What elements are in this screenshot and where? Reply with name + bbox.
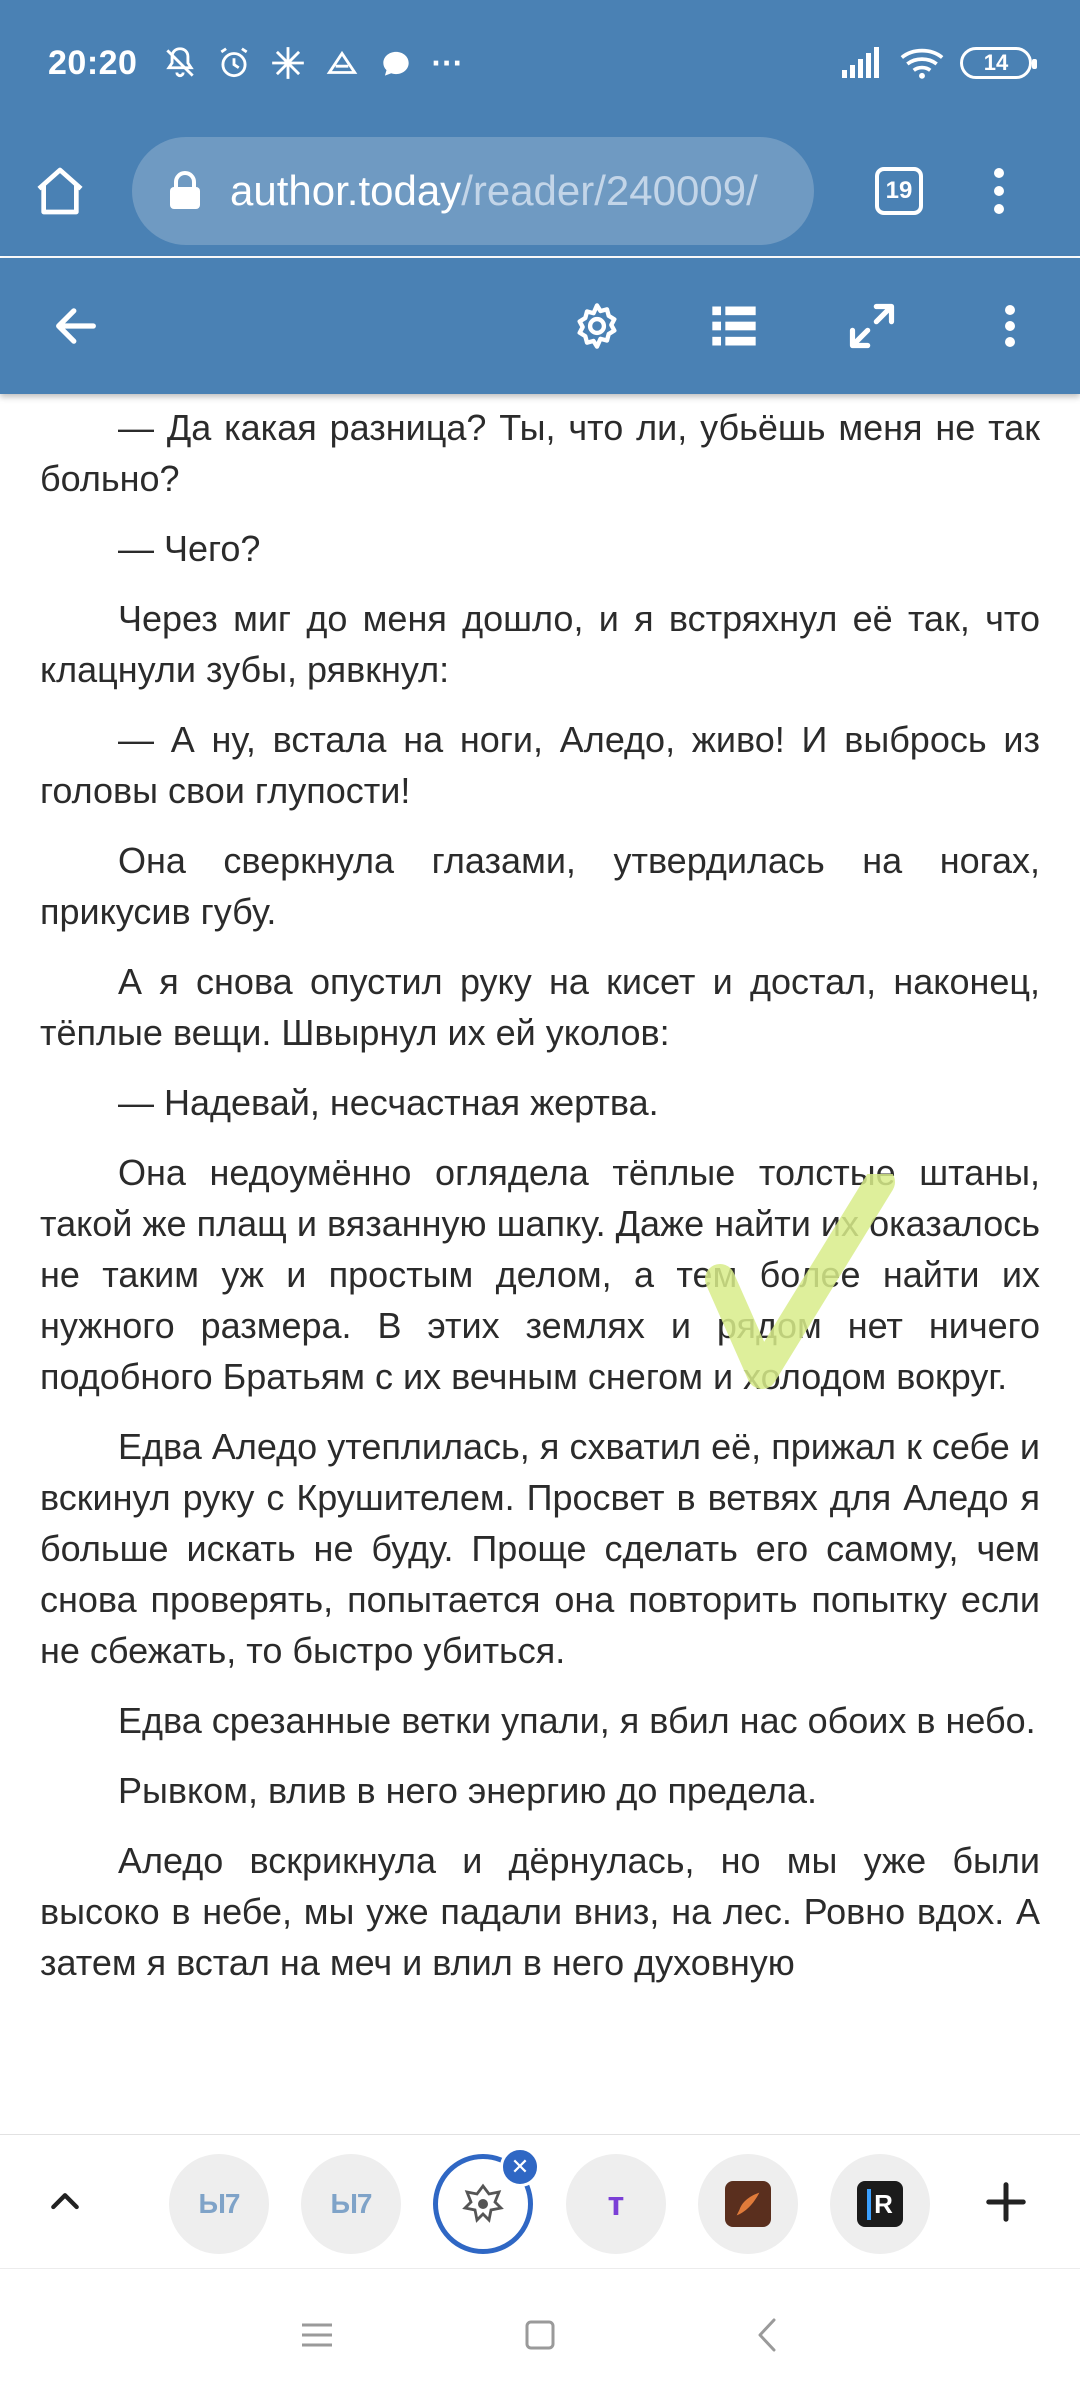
r-site-label: R [867,2189,893,2220]
b17-site-icon: Ы7 [198,2188,240,2219]
paragraph: Едва Аледо утеплилась, я схватил её, прижал к себе и вскинул руку с Крушителем. Просвет в ветвях для Аледо я больше искать не буду. Проще сделать его самому, чем снова проверять, попытается она повторить попытку если не сбежать, то быстро убиться. [40,1426,1040,1671]
battery-indicator [960,47,1032,79]
paragraph: Она сверкнула глазами, утвердилась на ногах, прикусив губу. [40,840,1040,932]
system-navigation-bar [0,2268,1080,2400]
status-time: 20:20 [48,43,138,82]
paragraph: Рывком, влив в него энергию до предела. [118,1770,818,1811]
tab-quill-site[interactable] [698,2154,798,2254]
home-button[interactable] [0,126,120,256]
close-icon: ✕ [510,2154,530,2179]
tab-r-site[interactable] [830,2154,930,2254]
fullscreen-icon [846,300,898,352]
paragraph: — Надевай, несчастная жертва. [118,1082,659,1123]
more-vert-icon [1003,303,1017,349]
reader-content[interactable] [0,394,1080,2134]
tab-t-site[interactable] [566,2154,666,2254]
signal-icon [840,46,884,80]
mute-bell-icon [161,44,199,82]
reader-menu-button[interactable] [960,258,1060,394]
app-notification-icon [323,44,361,82]
b17-site-icon: Ы7 [330,2188,372,2219]
more-notifications-icon: ··· [431,44,464,81]
r-site-icon [857,2181,903,2227]
url-path: /reader/240009/ [461,167,758,214]
tab-b17-1[interactable] [169,2154,269,2254]
alarm-icon [215,44,253,82]
reader-toolbar [0,258,1080,394]
paragraph: — А ну, встала на ноги, Аледо, живо! И выбрось из головы свои глупости! [40,719,1040,811]
plus-icon [983,2179,1029,2225]
paragraph: Аледо вскрикнула и дёрнулась, но мы уже были высоко в небе, мы уже падали вниз, на лес. Ровно вдох. А затем я встал на меч и влил в него духовную [40,1840,1040,1983]
tab-count: 19 [875,167,923,215]
square-icon [524,2319,556,2351]
tab-author-today-active[interactable] [433,2154,533,2254]
tab-b17-2[interactable] [301,2154,401,2254]
t-site-icon: т [607,2184,625,2223]
back-nav-button[interactable] [707,2269,827,2400]
crest-site-icon [459,2180,507,2228]
paragraph: — Чего? [118,528,261,569]
back-chevron-icon [755,2317,779,2353]
gear-icon [571,300,623,352]
contents-button[interactable] [684,258,784,394]
sparkle-icon [269,44,307,82]
home-icon [32,163,88,219]
status-notification-icons [161,44,463,82]
menu-lines-icon [300,2321,334,2349]
battery-level: 14 [983,50,1009,75]
paragraph: Едва срезанные ветки упали, я вбил нас обоих в небо. [118,1700,1036,1741]
lock-icon [168,171,202,211]
status-system-icons [840,46,1032,80]
more-vert-icon [991,166,1007,216]
arrow-back-icon [50,300,102,352]
paragraph: А я снова опустил руку на кисет и достал, наконец, тёплые вещи. Швырнул их ей уколов: [40,961,1040,1053]
browser-toolbar [0,126,1080,256]
close-tab-button[interactable] [500,2147,540,2187]
browser-tab-strip [0,2134,1080,2268]
recent-apps-button[interactable] [257,2269,377,2400]
wifi-icon [900,46,944,80]
list-icon [708,300,760,352]
url-bar[interactable] [132,137,814,245]
back-button[interactable] [26,258,126,394]
url-host: author.today [230,167,462,214]
chat-bubble-icon [377,44,415,82]
settings-button[interactable] [547,258,647,394]
paragraph: Она недоумённо оглядела тёплые толстые штаны, такой же плащ и вязанную шапку. Даже найти их оказалось не таким уж и простым делом, а тем более найти их нужного размера. В этих землях и рядом нет ничего подобного Братьям с их вечным снегом и холодом вокруг. [40,1152,1040,1397]
quill-site-icon [725,2181,771,2227]
collapse-tabs-button[interactable] [0,2135,130,2269]
browser-menu-button[interactable] [954,126,1044,256]
paragraph: Через миг до меня дошло, и я встряхнул её так, что клацнули зубы, рявкнул: [40,598,1040,690]
paragraph: — Да какая разница? Ты, что ли, убьёшь меня не так больно? [40,407,1040,499]
tab-switcher-button[interactable] [844,126,954,256]
add-tab-button[interactable] [966,2135,1046,2269]
chevron-up-icon [45,2182,85,2222]
fullscreen-button[interactable] [822,258,922,394]
home-nav-button[interactable] [480,2269,600,2400]
status-bar [0,0,1080,126]
